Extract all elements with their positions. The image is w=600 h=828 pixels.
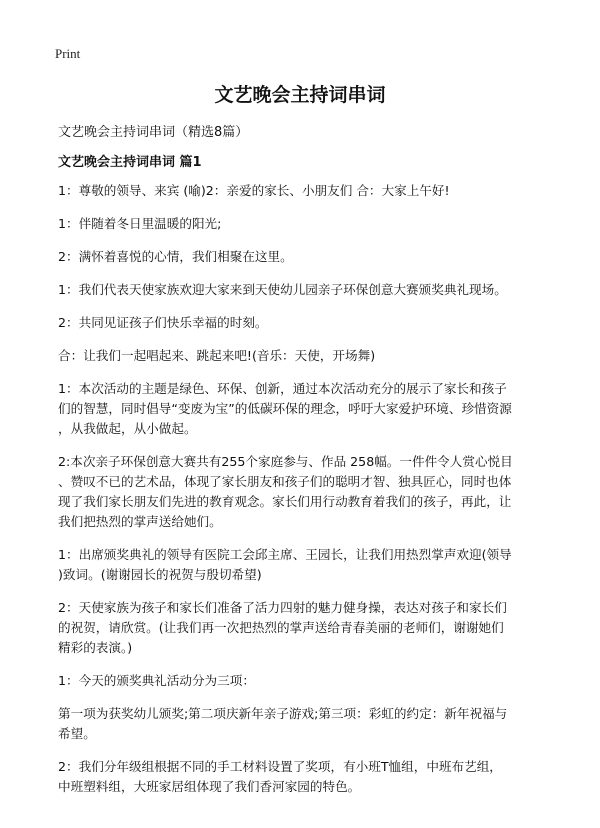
paragraph: 2：我们分年级组根据不同的手工材料设置了奖项，有小班T恤组，中班布艺组， 中班塑料组，大班家居组体现了我们香河家园的特色。 xyxy=(58,759,502,794)
document-subtitle: 文艺晚会主持词串词（精选8篇） xyxy=(58,125,249,140)
paragraph: 1：出席颁奖典礼的领导有医院工会邱主席、王园长，让我们用热烈掌声欢迎(领导 )致词。(谢谢园长的祝贺与殷切希望) xyxy=(58,547,512,582)
paragraph: 1：伴随着冬日里温暖的阳光; xyxy=(58,216,222,231)
paragraph: 合：让我们一起唱起来、跳起来吧!(音乐：天使，开场舞) xyxy=(58,348,376,363)
paragraph: 2：共同见证孩子们快乐幸福的时刻。 xyxy=(58,315,268,330)
paragraph: 1：本次活动的主题是绿色、环保、创新，通过本次活动充分的展示了家长和孩子 们的智慧，同时倡导“变废为宝”的低碳环保的理念，呼吁大家爱护环境、珍惜资源 ，从我做起，从小做起。 xyxy=(58,381,512,436)
paragraph: 2:本次亲子环保创意大赛共有255个家庭参与、作品 258幅。一件件令人赏心悦目 、赞叹不已的艺术品，体现了家长朋友和孩子们的聪明才智、独具匠心，同时也体 现了我们家长朋友们先进的教育观念。家长们用行动教育着我们的孩子，再此，让 我们把热烈的掌声送给她们。 xyxy=(58,454,513,529)
paragraph: 2：满怀着喜悦的心情，我们相聚在这里。 xyxy=(58,249,293,264)
paragraph: 第一项为获奖幼儿颁奖;第二项庆新年亲子游戏;第三项：彩虹的约定：新年祝福与 希望。 xyxy=(58,706,508,741)
paragraph: 2：天使家族为孩子和家长们准备了活力四射的魅力健身操，表达对孩子和家长们 的祝贺，请欣赏。(让我们再一次把热烈的掌声送给青春美丽的老师们，谢谢她们 精彩的表演。) xyxy=(58,600,507,655)
document-body xyxy=(58,181,548,810)
paragraph: 1：我们代表天使家族欢迎大家来到天使幼儿园亲子环保创意大赛颁奖典礼现场。 xyxy=(58,282,507,297)
paragraph: 1：今天的颁奖典礼活动分为三项： xyxy=(58,673,255,688)
page-title: 文艺晚会主持词串词 xyxy=(214,84,386,106)
print-label[interactable]: Print xyxy=(55,46,81,61)
paragraph: 1：尊敬的领导、来宾 (喻)2：亲爱的家长、小朋友们 合：大家上午好! xyxy=(58,183,450,198)
section-heading: 文艺晚会主持词串词 篇1 xyxy=(58,155,202,170)
